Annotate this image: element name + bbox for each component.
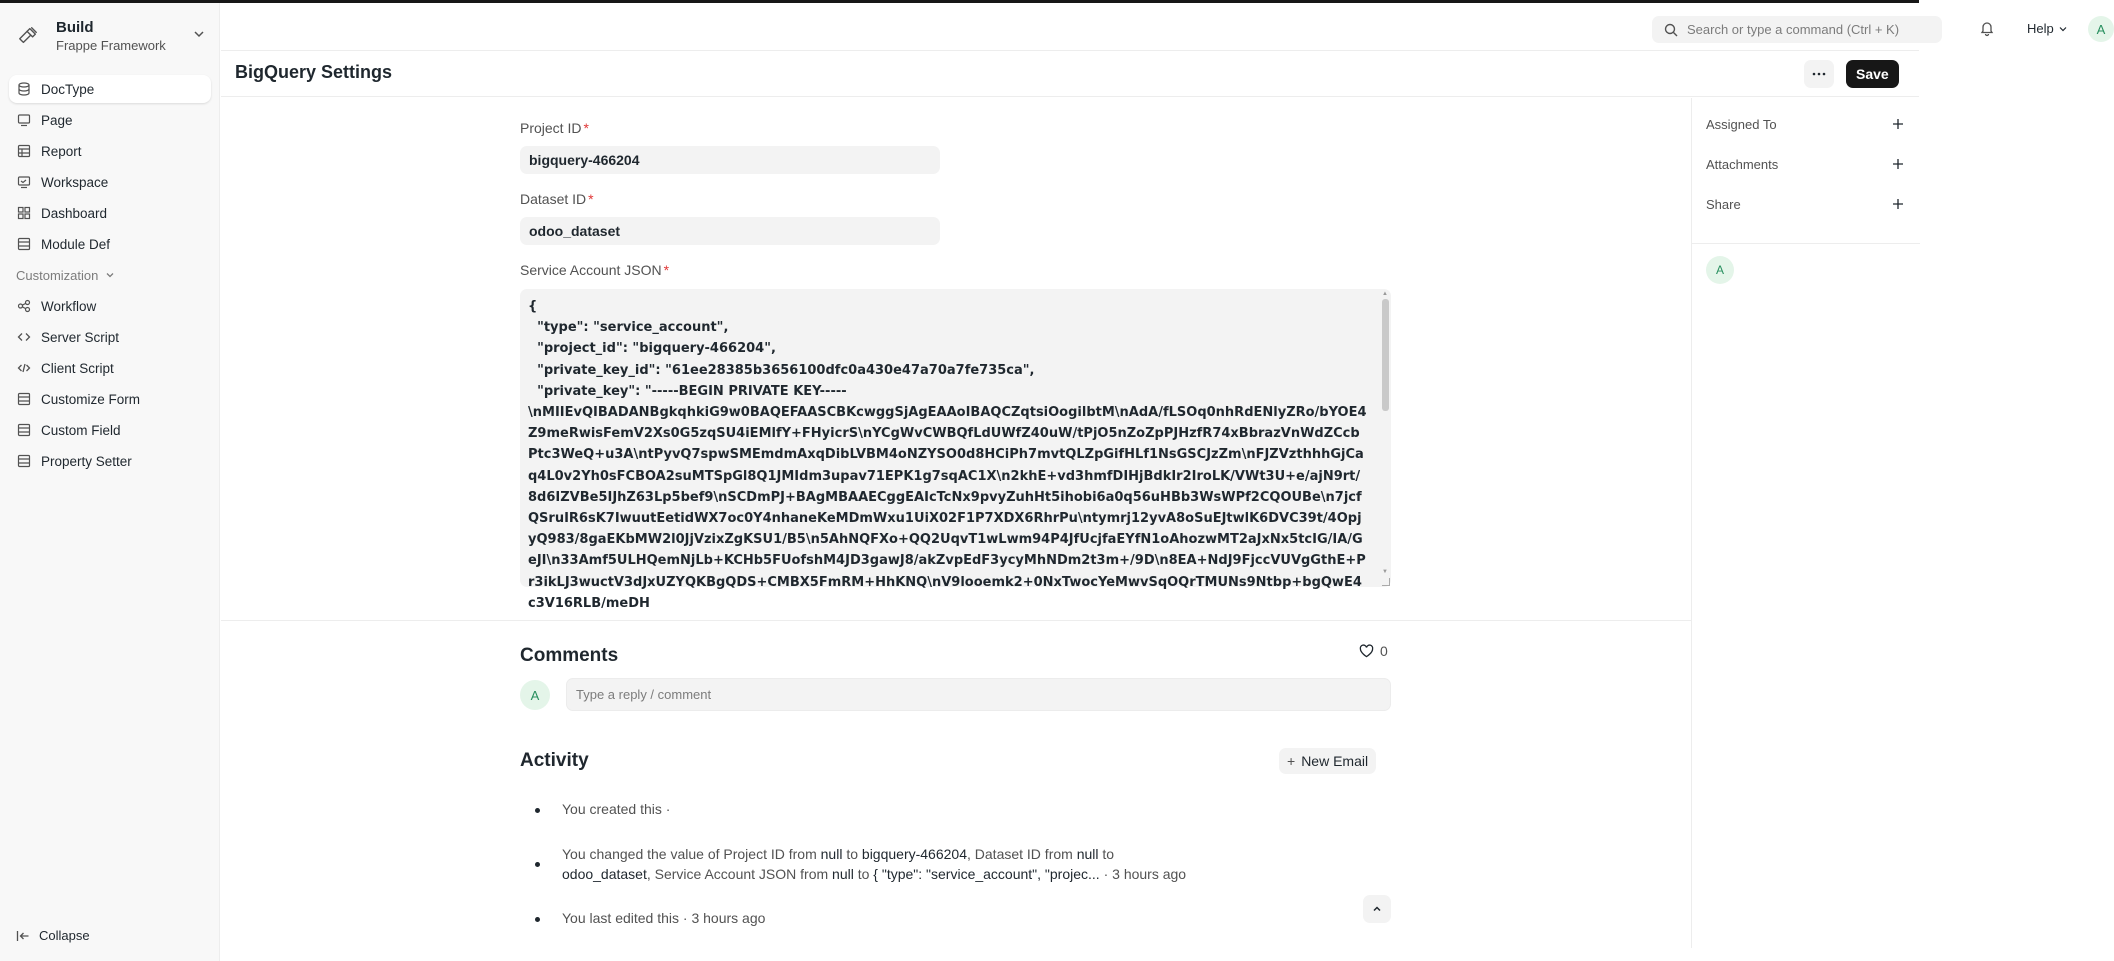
activity-text: , Dataset ID from <box>967 846 1077 862</box>
activity-title: Activity <box>520 750 589 771</box>
service-account-label <box>520 262 669 278</box>
sidebar-item-label: Report <box>41 143 82 159</box>
plus-icon[interactable] <box>1890 196 1906 212</box>
app-switcher[interactable] <box>10 13 210 59</box>
sidebar-item-label: Dashboard <box>41 205 108 221</box>
sidebar-item-label: Custom Field <box>41 422 121 438</box>
activity-value: { "type": "service_account", "projec... <box>873 866 1100 882</box>
app-subtitle: Frappe Framework <box>56 38 166 53</box>
sidebar-section-customization[interactable] <box>9 261 211 289</box>
chevron-down-icon <box>104 269 116 281</box>
search-placeholder: Search or type a command (Ctrl + K) <box>1687 22 1900 37</box>
comments-title: Comments <box>520 645 619 666</box>
workflow-icon <box>16 298 32 314</box>
comment-avatar: A <box>520 680 550 710</box>
timeline-dot <box>535 862 540 867</box>
attachments-row[interactable] <box>1706 154 1906 174</box>
required-marker: * <box>663 262 670 278</box>
plus-icon[interactable] <box>1890 116 1906 132</box>
sidebar-item-label: Workspace <box>41 174 109 190</box>
dataset-id-label-text: Dataset ID <box>520 191 587 207</box>
timeline-dot <box>535 917 540 922</box>
sidebar-item-label: Server Script <box>41 329 120 345</box>
chevron-down-icon <box>2058 24 2068 34</box>
scroll-down-arrow-icon[interactable]: ▼ <box>1382 569 1388 575</box>
scroll-to-top-button[interactable] <box>1363 895 1391 923</box>
service-account-json-value: { "type": "service_account", "project_id": "bigquery-466204", "private_key_id": "61ee28385b3656100dfc0a430e47a70a7fe735ca", "private_key": "-----BEGIN PRIVATE KEY----- \nMIIEvQIBADANBgkqhkiG9w0BAQEFAASCBKcwggSjAgEAAoIBAQCZqtsiOogilbtM\nAdA/fLSOq0nhRdENlyZRo/bYOE4Z9meRwisFemV2Xs0G5zqSU4iEMlfY+FHyicrS\nYCgWvCWBQfLdUWfZ40uW/tPjO5nZoZpPJHzfR74xBbrazVnWdZCcbPtc3WeQ+u3A\ntPyvQ7spwSMEmdmAxqDibLVBM4oNZYSO0d8HCiPh7mvtQLZpGifHLf1NsGSCJzZm\nFJZVzthhhGjCaq4L0v2Yh0sFCBOA2suMTSpGl8Q1JMIdm3upav71EPK1g7sqAC1X\n2khE+vd3hmfDIHjBdkIr2IroLK/VWt3U+e/ajN9rt/8d6IZVBe5IJhZ63Lp5bef9\nSCDmPJ+BAgMBAAECggEAIcTcNx9pvyZuhHt5ihobi6a0q56uHBb3WsWPf2CQOUBe\n7jcfQSruIR6sK7IwuutEetidWX7oc0Y4nhaneKeMDmWxu1UiX02F1P7XDX6RhrPu\ntymrj12yvA8oSuEJtwlK6DVC39t/4OpjyQ983/8gaEKbMW2l0JjVzixZgKSU1/B5\n5AhNQFXo+QQ2UqvT1wLwm94P4JfUcjfaEYfN1oAhozwMT2aJxNx5tcIG/IA/GeJI\n33Amf5ULHQemNjLb+KCHb5FUofshM4JD3gawJ8/akZvpEdF3ycyMhNDm2t3m+/9D\n8EA+NdJ9FjccVUVgGthE+Pr3ikLJ3wuctV3dJxUZYQKBgQDS+CMBX5FmRM+HhKNQ\nV9looemk2+0NxTwocYeMwvSqOQrTMUNs9Ntbp+bgQwE4c3V16RLB/meDH <box>528 299 1367 611</box>
sidebar-item-doctype[interactable] <box>9 75 211 103</box>
activity-text: to <box>853 866 874 882</box>
activity-text: to <box>842 846 862 862</box>
sidebar-item-page[interactable] <box>9 106 211 134</box>
sidebar-item-label: Module Def <box>41 236 111 252</box>
sidebar-item-label: Property Setter <box>41 453 132 469</box>
field-icon <box>16 422 32 438</box>
sidebar-item-dashboard[interactable] <box>9 199 211 227</box>
sidebar <box>0 3 220 961</box>
activity-text: to <box>1098 846 1115 862</box>
project-id-label-text: Project ID <box>520 120 582 136</box>
share-row[interactable] <box>1706 194 1906 214</box>
likes-count: 0 <box>1380 643 1388 659</box>
activity-value: null <box>1076 846 1099 862</box>
project-id-input[interactable]: bigquery-466204 <box>520 146 940 174</box>
comment-input[interactable]: Type a reply / comment <box>566 678 1391 711</box>
app-title: Build <box>56 19 94 36</box>
chevron-up-icon <box>1371 903 1383 915</box>
section-divider <box>221 620 1691 621</box>
page-title: BigQuery Settings <box>235 62 393 82</box>
workspace-icon <box>16 174 32 190</box>
sidebar-item-customize-form[interactable] <box>9 385 211 413</box>
page-icon <box>16 112 32 128</box>
attachments-label: Attachments <box>1706 156 1779 172</box>
client-code-icon <box>16 360 32 376</box>
required-marker: * <box>583 120 589 136</box>
sidebar-item-label: Customize Form <box>41 391 141 407</box>
sidebar-item-label: Workflow <box>41 298 97 314</box>
collapse-sidebar-button[interactable] <box>16 928 90 943</box>
sidebar-item-server-script[interactable] <box>9 323 211 351</box>
page-head <box>221 52 1919 97</box>
sidebar-item-label: Client Script <box>41 360 114 376</box>
help-dropdown[interactable] <box>2027 21 2068 36</box>
activity-text: You changed the value of Project ID from <box>562 846 821 862</box>
plus-icon[interactable] <box>1890 156 1906 172</box>
sidebar-item-label: DocType <box>41 81 95 97</box>
scrollbar-thumb[interactable] <box>1382 299 1389 411</box>
sidebar-item-client-script[interactable] <box>9 354 211 382</box>
activity-timestamp: · 3 hours ago <box>1099 866 1187 882</box>
resize-handle[interactable] <box>1382 578 1390 586</box>
user-avatar[interactable]: A <box>2088 16 2114 42</box>
top-navbar <box>221 3 2106 51</box>
new-email-label: New Email <box>1301 753 1369 769</box>
dataset-id-input[interactable]: odoo_dataset <box>520 217 940 245</box>
sidebar-item-custom-field[interactable] <box>9 416 211 444</box>
code-icon <box>16 329 32 345</box>
service-account-label-text: Service Account JSON <box>520 262 662 278</box>
timeline-dot <box>535 808 540 813</box>
form-icon <box>16 391 32 407</box>
report-icon <box>16 143 32 159</box>
search-bar[interactable] <box>1652 16 1942 43</box>
section-label: Customization <box>16 267 99 283</box>
sidebar-item-property-setter[interactable] <box>9 447 211 475</box>
assigned-to-label: Assigned To <box>1706 116 1777 132</box>
activity-value: bigquery-466204 <box>861 846 967 862</box>
activity-entry-created: You created this · <box>562 801 671 817</box>
activity-text: , Service Account JSON from <box>646 866 833 882</box>
sidebar-item-label: Page <box>41 112 73 128</box>
activity-value: null <box>820 846 843 862</box>
sidebar-item-workspace[interactable] <box>9 168 211 196</box>
sidebar-nav <box>0 75 220 478</box>
project-id-label <box>520 120 589 136</box>
chevron-down-icon[interactable] <box>192 27 206 44</box>
divider <box>1692 243 1920 244</box>
new-email-button[interactable] <box>1279 748 1376 774</box>
save-button[interactable]: Save <box>1846 60 1899 88</box>
dashboard-icon <box>16 205 32 221</box>
service-account-json-textarea[interactable] <box>520 289 1391 611</box>
heart-icon <box>1359 644 1374 658</box>
sidebar-item-report[interactable] <box>9 137 211 165</box>
collapse-icon <box>16 929 30 943</box>
collapse-label: Collapse <box>39 928 90 943</box>
ellipsis-icon <box>1812 72 1826 76</box>
assigned-to-row[interactable] <box>1706 114 1906 134</box>
sidebar-item-workflow[interactable] <box>9 292 211 320</box>
scroll-up-arrow-icon[interactable]: ▲ <box>1382 291 1388 297</box>
activity-value: odoo_dataset <box>562 866 647 882</box>
help-label: Help <box>2027 21 2054 36</box>
sidebar-item-module-def[interactable] <box>9 230 211 258</box>
likes-counter[interactable] <box>1359 643 1388 659</box>
right-panel <box>1691 98 1919 948</box>
search-icon <box>1664 23 1678 37</box>
notification-bell-icon[interactable] <box>1979 20 1995 39</box>
doctype-icon <box>16 81 32 97</box>
property-icon <box>16 453 32 469</box>
more-actions-button[interactable] <box>1804 60 1834 88</box>
plus-icon: + <box>1287 753 1296 769</box>
module-def-icon <box>16 236 32 252</box>
share-label: Share <box>1706 196 1741 212</box>
required-marker: * <box>588 191 594 207</box>
activity-entry-edited: You last edited this · 3 hours ago <box>562 910 766 926</box>
dataset-id-label <box>520 191 594 207</box>
activity-value: null <box>832 866 854 882</box>
activity-entry-changed <box>562 844 1186 884</box>
hammer-icon <box>10 18 46 54</box>
viewer-avatar[interactable]: A <box>1706 256 1734 284</box>
